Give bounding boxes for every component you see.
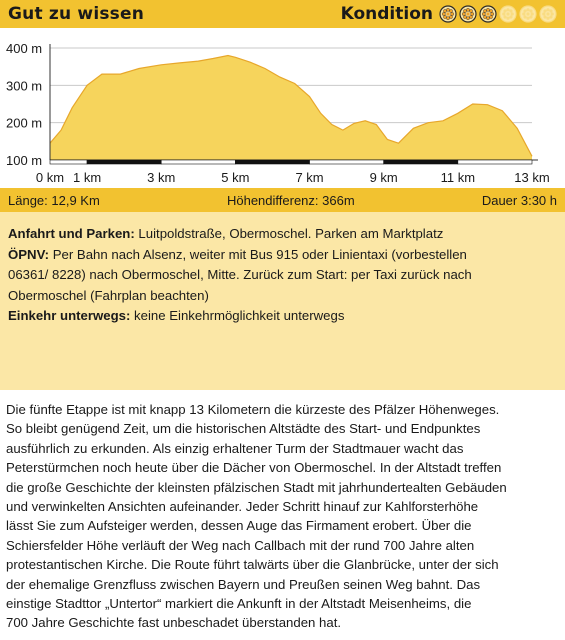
rating-filled-icon [459,5,477,23]
scale-segment [161,160,235,164]
body-line: protestantischen Kirche. Die Route führt talwärts über die Glanbrücke, unter der sich [6,557,499,573]
stat-length: Länge: 12,9 Km [8,192,100,208]
x-tick-label: 9 km [369,170,398,185]
scale-segment [50,160,87,164]
rating-empty-icon [519,5,537,23]
body-line: lässt Sie zum Aufsteiger werden, dessen Auge das Firmament erobert. Über die [6,518,472,534]
header-title: Gut zu wissen [8,4,145,24]
description-text [0,400,565,640]
body-line: Peterstürmchen noch heute über die Dächer von Obermoschel. In der Altstadt treffen [6,460,502,476]
condition-label: Kondition [340,4,433,24]
transit-info [8,245,557,266]
arrival-text: Luitpoldstraße, Obermoschel. Parken am Marktplatz [134,226,444,241]
elevation-area [50,56,532,161]
body-line: und verwinkelten Ansichten aufeinander. Jeder Schritt hinauf zur Kahlforsterhöhe [6,499,479,515]
elevation-chart [0,28,565,188]
y-tick-label: 400 m [6,41,43,56]
stats-bar [0,188,565,212]
rating-filled-icon [439,5,457,23]
rating-empty-icon [499,5,517,23]
stop-label: Einkehr unterwegs: [8,308,131,323]
arrival-info [8,224,557,245]
x-tick-label: 11 km [440,170,476,185]
y-tick-label: 200 m [6,115,43,131]
stat-duration: Dauer 3:30 h [481,192,557,208]
arrival-label: Anfahrt und Parken: [8,226,135,241]
elevation-profile [0,28,565,188]
rating-icons [439,5,557,23]
body-line: einstige Stadttor „Untertor“ markiert die Ankunft in der Altstadt Meisenheims, die [6,596,472,612]
transit-label: ÖPNV: [8,246,50,262]
condition-rating [341,4,557,24]
transit-line-1: Per Bahn nach Alsenz, weiter mit Bus 915 oder Linientaxi (vorbestellen [49,246,467,262]
body-line: Die fünfte Etappe ist mit knapp 13 Kilometern die kürzeste des Pfälzer Höhenweges. [6,402,500,417]
scale-segment [310,160,384,164]
x-tick-label: 13 km [514,170,550,185]
body-line: Schiersfelder Höhe verläuft der Weg nach Callbach mit der rund 700 Jahre alten [6,537,475,553]
travel-info-box [0,212,565,390]
scale-segment [87,160,161,164]
info-header [0,0,565,28]
transit-line-2: 06361/ 8228) nach Obermoschel, Mitte. Zurück zum Start: per Taxi zurück nach [8,267,472,282]
body-line: So bleibt genügend Zeit, um die historischen Altstädte des Start- und Endpunktes [6,421,481,437]
transit-line-3: Obermoschel (Fahrplan beachten) [8,287,209,303]
body-line: 700 Jahre Geschichte fast unbeschadet überstanden hat. [6,615,342,631]
scale-segment [458,160,532,164]
x-tick-label: 0 km [35,170,65,185]
x-tick-label: 1 km [72,170,102,185]
rating-empty-icon [539,5,557,23]
stat-elevation: Höhendifferenz: 366m [226,192,355,208]
y-tick-label: 300 m [6,78,43,94]
stop-text: keine Einkehrmöglichkeit unterwegs [130,308,345,323]
x-tick-label: 3 km [147,170,176,185]
y-tick-label: 100 m [6,153,43,168]
body-line: der ehemalige Grenzfluss zwischen Bayern und Preußen seinen Weg bahnt. Das [6,576,481,592]
scale-segment [235,160,309,164]
body-line: die große Geschichte der kleinsten pfälzischen Stadt mit jahrhundertealten Gebäuden [6,479,507,495]
body-line: ausführlich zu erkunden. Als einzig erhaltener Turm der Stadtmauer wacht das [6,440,464,456]
stop-info [8,306,557,327]
x-tick-label: 5 km [221,170,250,185]
scale-segment [384,160,458,164]
rating-filled-icon [479,5,497,23]
x-tick-label: 7 km [295,170,324,185]
